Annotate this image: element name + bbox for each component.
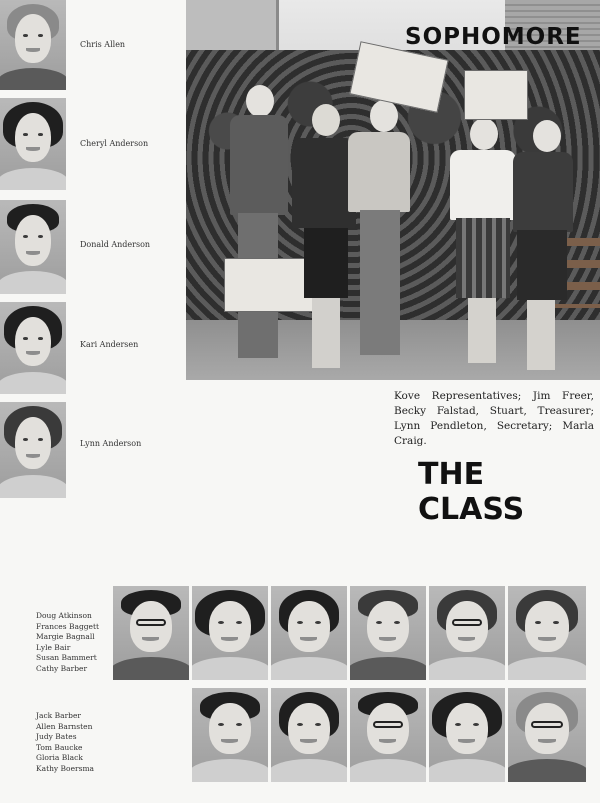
portrait-photo [271, 586, 347, 680]
row-name: Allen Barnsten [36, 721, 93, 731]
portrait-photo [271, 688, 347, 782]
row-name: Doug Atkinson [36, 611, 92, 620]
portrait-name: Chris Allen [80, 40, 126, 49]
portrait-name: Cheryl Anderson [80, 139, 149, 148]
row-name: Lyle Bair [36, 642, 71, 652]
row-name: Tom Baucke [36, 742, 83, 752]
portrait-photo [429, 688, 505, 782]
row-name: Jack Barber [36, 711, 81, 720]
portrait-photo [508, 688, 586, 782]
portrait-photo [0, 0, 66, 90]
row-name: Gloria Black [36, 753, 83, 763]
portrait-photo [192, 688, 268, 782]
row-name-list [36, 711, 94, 775]
group-photo-caption: Kove Representatives; Jim Freer, Becky Falstad, Stuart, Treasurer; Lynn Pendleton, Secretary; Marla Craig. [394, 390, 594, 447]
row-name: Cathy Barber [36, 663, 88, 673]
portrait-photo [350, 586, 426, 680]
portrait-name: Lynn Anderson [80, 439, 142, 448]
portrait-photo [0, 200, 66, 294]
group-photo [186, 0, 600, 380]
class-title: THE CLASS [418, 457, 525, 527]
portrait-photo [429, 586, 505, 680]
portrait-photo [350, 688, 426, 782]
row-name: Kathy Boersma [36, 763, 95, 773]
row-name-list [36, 611, 99, 675]
section-title: SOPHOMORE [405, 24, 582, 50]
row-name: Margie Bagnall [36, 632, 95, 642]
portrait-photo [0, 98, 66, 190]
row-name: Judy Bates [36, 732, 77, 742]
portrait-photo [508, 586, 586, 680]
portrait-name: Kari Andersen [80, 340, 139, 349]
portrait-photo [113, 586, 189, 680]
row-name: Frances Baggett [36, 621, 100, 631]
portrait-photo [0, 302, 66, 394]
portrait-photo [192, 586, 268, 680]
portrait-name: Donald Anderson [80, 240, 151, 249]
portrait-photo [0, 402, 66, 498]
row-name: Susan Bammert [36, 653, 97, 663]
